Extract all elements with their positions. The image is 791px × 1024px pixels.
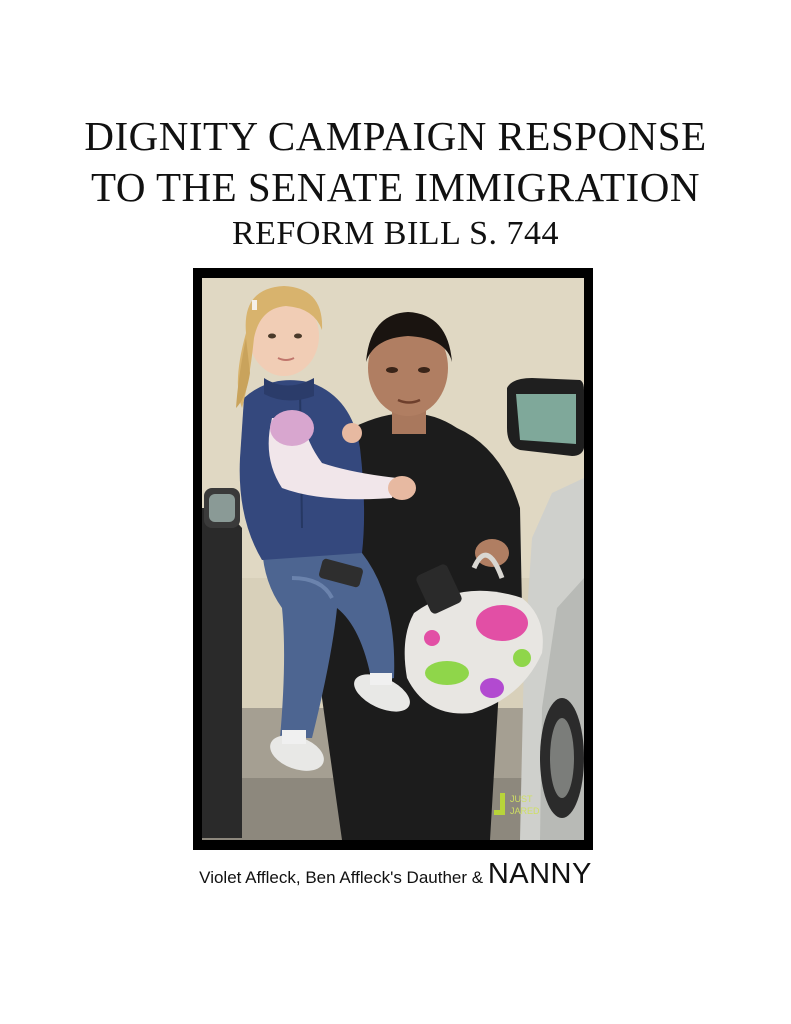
photo-frame — [193, 268, 593, 850]
photograph — [202, 278, 584, 840]
caption-emphasis: NANNY — [487, 858, 592, 890]
caption-text: Violet Affleck, Ben Affleck's Dauther & — [199, 868, 488, 887]
svg-text:JUST: JUST — [510, 794, 533, 804]
photo-caption — [0, 858, 791, 891]
svg-text:JARED: JARED — [510, 806, 540, 816]
title-line-3: REFORM BILL S. 744 — [231, 215, 559, 252]
title-line-1: DIGNITY CAMPAIGN RESPONSE — [84, 113, 707, 159]
photo-illustration — [202, 278, 584, 840]
title-line-2: TO THE SENATE IMMIGRATION — [91, 164, 700, 210]
